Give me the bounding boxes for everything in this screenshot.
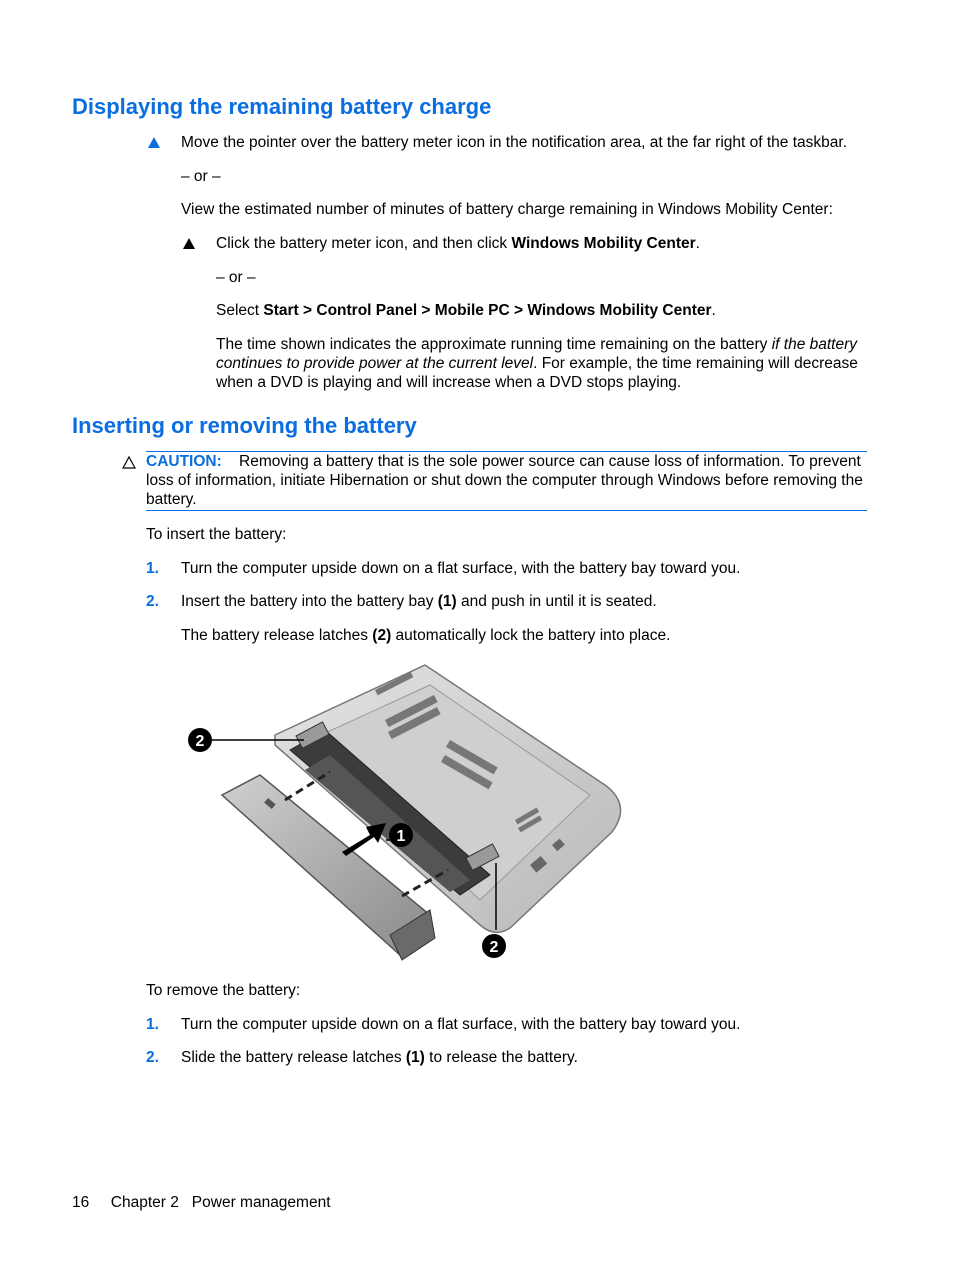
insert-step-2 <box>181 592 881 611</box>
battery-insertion-illustration <box>180 660 640 965</box>
triangle-bullet-icon <box>183 238 195 249</box>
section-heading-insert-remove: Inserting or removing the battery <box>72 413 417 438</box>
laptop-base <box>275 665 621 932</box>
latch-post: automatically lock the battery into place. <box>391 627 671 644</box>
select-post: . <box>711 302 716 319</box>
caution-body: Removing a battery that is the sole power source can cause loss of information. To prevent loss of information, initiate Hibernation or shut down the computer through Windows before removing the battery. <box>146 453 863 508</box>
remove2-bold: (1) <box>405 1049 425 1066</box>
page-number: 16 <box>72 1194 90 1211</box>
time-italic: if the battery continues to provide power at the current level <box>216 336 858 372</box>
latch-pre: The battery release latches <box>181 627 373 644</box>
remove-step-1: Turn the computer upside down on a flat surface, with the battery bay toward you. <box>181 1016 741 1033</box>
time-pre: The time shown indicates the approximate running time remaining on the battery <box>216 336 772 353</box>
remove-intro: To remove the battery: <box>146 982 301 999</box>
remove2-post: to release the battery. <box>424 1049 578 1066</box>
remove2-pre: Slide the battery release latches <box>181 1049 406 1066</box>
page-footer <box>72 1193 331 1212</box>
step2-pre: Insert the battery into the battery bay <box>181 593 438 610</box>
callout-1 <box>389 823 413 847</box>
time-explanation <box>216 335 876 392</box>
select-pre: Select <box>216 302 264 319</box>
step-number: 2. <box>146 593 159 610</box>
triangle-bullet-icon <box>148 137 160 148</box>
bullet-text: Move the pointer over the battery meter icon in the notification area, at the far right of the taskbar. <box>181 134 848 151</box>
view-text: View the estimated number of minutes of battery charge remaining in Windows Mobility Center: <box>181 201 833 218</box>
time-post: . For example, the time remaining will decrease when a DVD is playing and will increase when a DVD stops playing. <box>216 355 858 391</box>
insert-step-1: Turn the computer upside down on a flat surface, with the battery bay toward you. <box>181 560 741 577</box>
caution-triangle-icon <box>122 456 136 469</box>
or-separator: – or – <box>181 168 221 185</box>
svg-text:1: 1 <box>396 828 406 845</box>
svg-text:2: 2 <box>489 939 499 956</box>
or-separator: – or – <box>216 269 256 286</box>
callout-2-bottom <box>482 934 506 958</box>
callout-2-top <box>188 728 212 752</box>
section-heading-battery-charge: Displaying the remaining battery charge <box>72 94 492 119</box>
chapter-label: Chapter 2 <box>110 1194 179 1211</box>
latch-bold: (2) <box>372 627 392 644</box>
select-path-text <box>216 301 876 320</box>
step-number: 1. <box>146 560 159 577</box>
step-number: 1. <box>146 1016 159 1033</box>
svg-text:2: 2 <box>195 733 205 750</box>
insertion-arrow <box>342 823 386 856</box>
caution-bottom-rule <box>146 510 867 511</box>
sub-bullet-pre: Click the battery meter icon, and then click <box>216 235 512 252</box>
select-path: Start > Control Panel > Mobile PC > Windows Mobility Center <box>263 302 712 319</box>
caution-text <box>146 452 868 509</box>
chapter-title: Power management <box>191 1194 331 1211</box>
remove-step-2 <box>181 1048 881 1067</box>
step2-bold: (1) <box>437 593 457 610</box>
step-number: 2. <box>146 1049 159 1066</box>
sub-bullet-text <box>216 234 876 253</box>
step2-post: and push in until it is seated. <box>456 593 657 610</box>
sub-bullet-post: . <box>695 235 700 252</box>
insert-intro: To insert the battery: <box>146 526 287 543</box>
sub-bullet-bold: Windows Mobility Center <box>511 235 696 252</box>
caution-label: CAUTION: <box>146 453 222 470</box>
latch-text <box>181 626 881 645</box>
